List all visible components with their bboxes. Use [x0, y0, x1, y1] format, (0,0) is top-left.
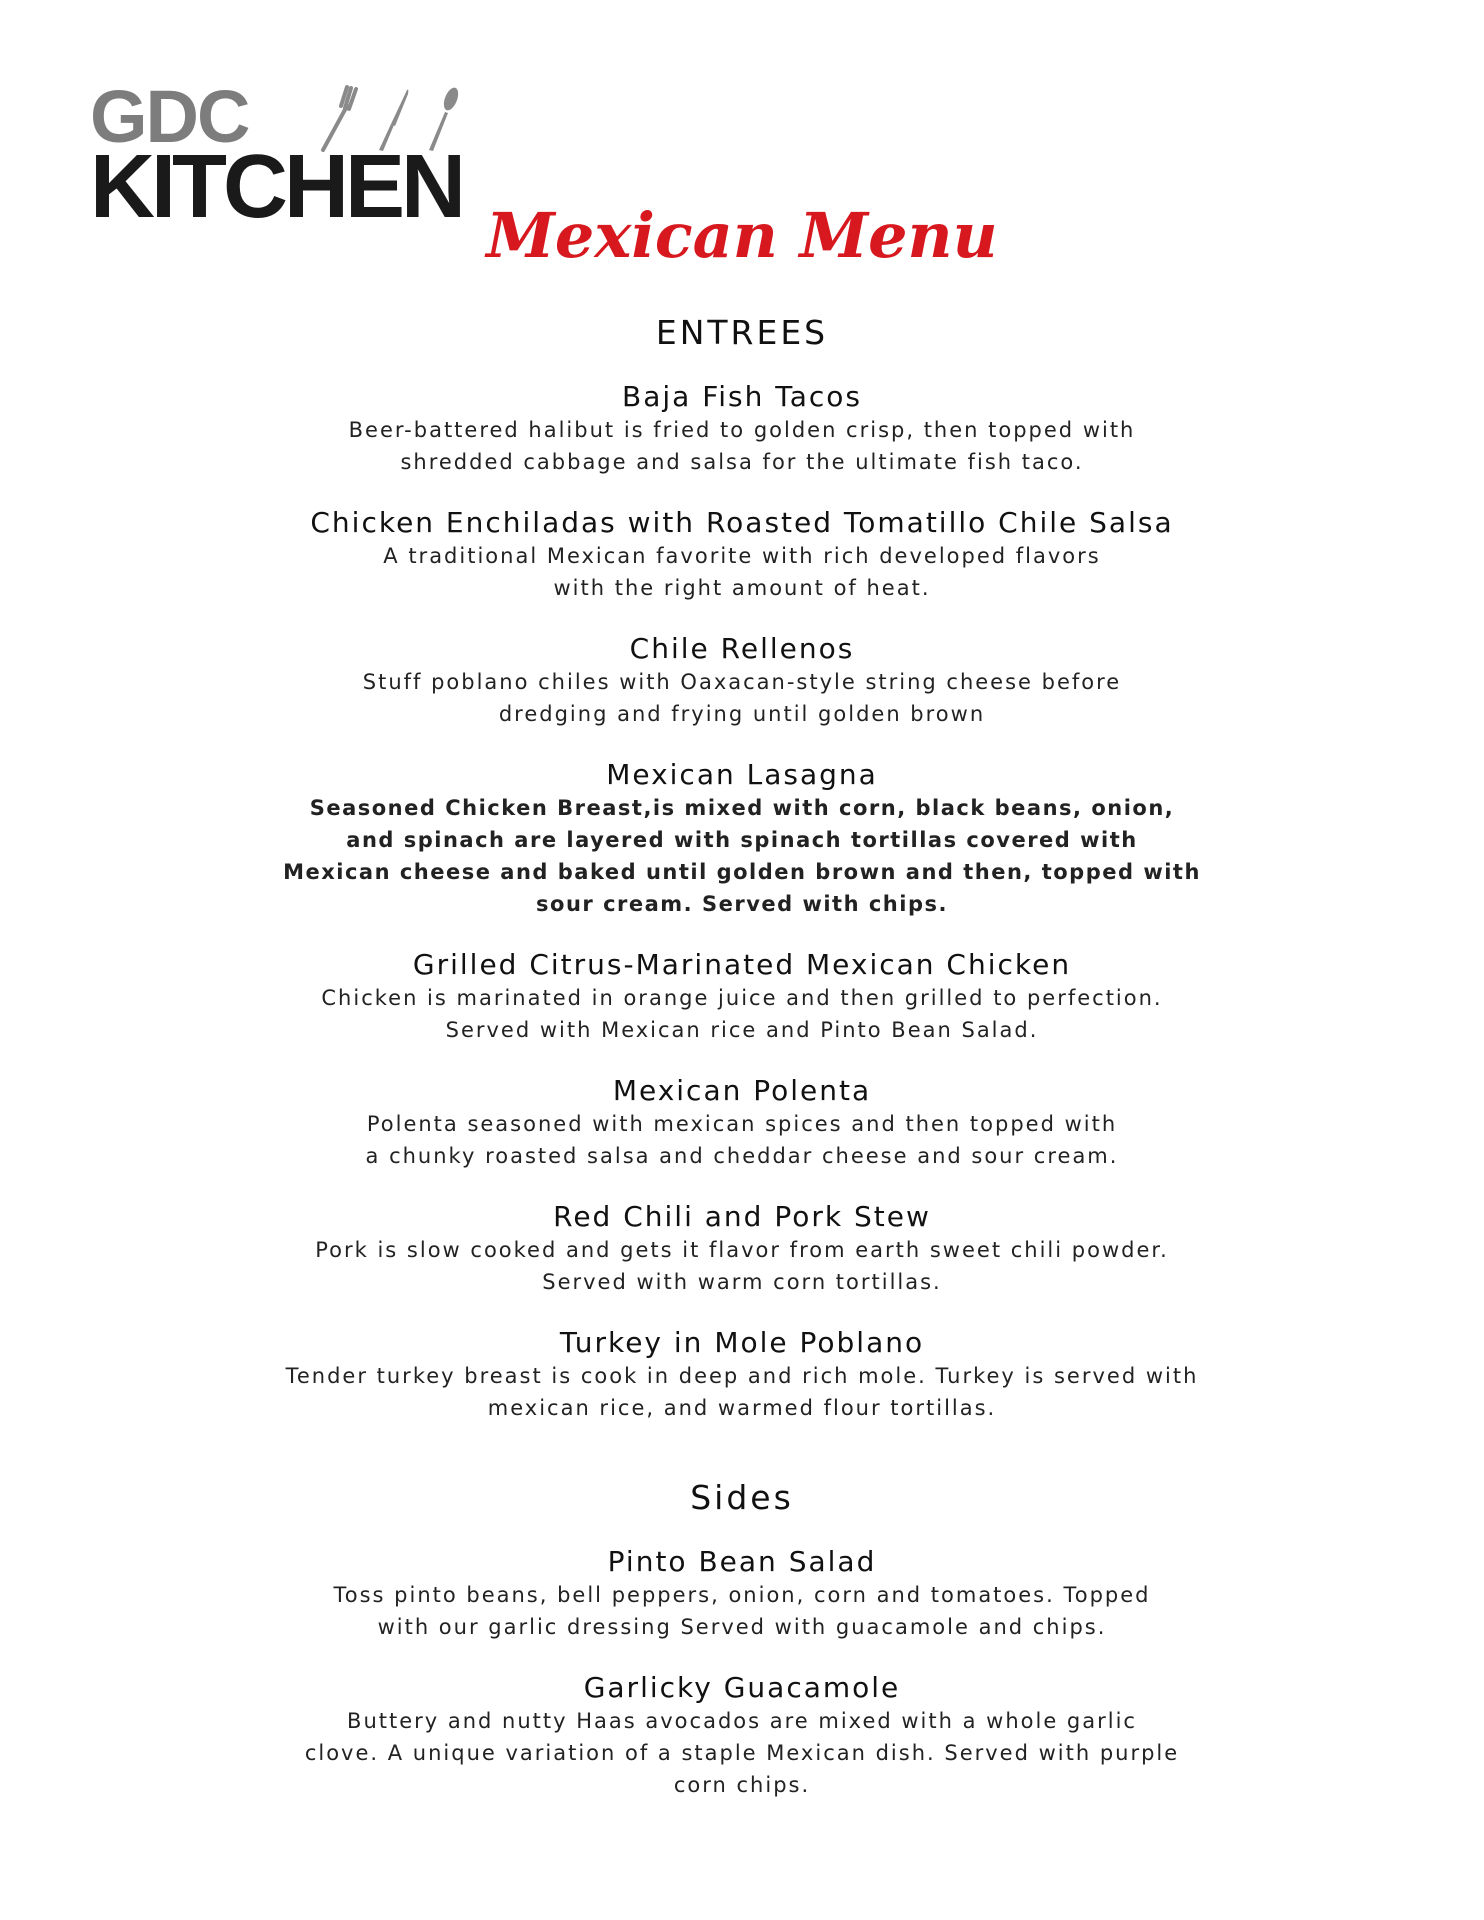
item-description-line: mexican rice, and warmed flour tortillas. — [487, 1396, 997, 1420]
menu-item-turkey-mole-poblano — [150, 1326, 1334, 1424]
item-description — [150, 1108, 1334, 1172]
menu-item-chile-rellenos — [150, 632, 1334, 730]
item-description-line: corn chips. — [673, 1773, 811, 1797]
menu-item-chicken-enchiladas — [150, 506, 1334, 604]
item-description-line: dredging and frying until golden brown — [498, 702, 986, 726]
menu-item-baja-fish-tacos — [150, 380, 1334, 478]
menu-item-grilled-citrus-chicken — [150, 948, 1334, 1046]
item-description-line: clove. A unique variation of a staple Mexican dish. Served with purple — [304, 1741, 1180, 1765]
item-description-line: Polenta seasoned with mexican spices and then topped with — [366, 1112, 1118, 1136]
item-description-line: with our garlic dressing Served with guacamole and chips. — [377, 1615, 1107, 1639]
menu-item-pinto-bean-salad — [150, 1545, 1334, 1643]
menu-item-garlicky-guacamole — [150, 1671, 1334, 1801]
item-name: Chicken Enchiladas with Roasted Tomatillo Chile Salsa — [310, 506, 1174, 539]
item-name: Pinto Bean Salad — [607, 1545, 877, 1578]
item-name: Chile Rellenos — [629, 632, 855, 665]
item-description-line: Beer-battered halibut is fried to golden crisp, then topped with — [348, 418, 1136, 442]
menu-title: Mexican Menu — [486, 199, 998, 272]
item-description-line: Pork is slow cooked and gets it flavor from earth sweet chili powder. — [315, 1238, 1169, 1262]
item-description-line: Tender turkey breast is cook in deep and rich mole. Turkey is served with — [285, 1364, 1199, 1388]
item-description — [150, 982, 1334, 1046]
item-description-line: Toss pinto beans, bell peppers, onion, corn and tomatoes. Topped — [333, 1583, 1151, 1607]
item-description — [150, 1579, 1334, 1643]
item-description — [150, 792, 1334, 920]
menu-item-red-chili-pork-stew — [150, 1200, 1334, 1298]
item-description-line: Buttery and nutty Haas avocados are mixed with a whole garlic — [347, 1709, 1137, 1733]
sides-heading: Sides — [690, 1478, 794, 1517]
item-description — [150, 1360, 1334, 1424]
item-description-line: a chunky roasted salsa and cheddar cheese and sour cream. — [365, 1144, 1119, 1168]
item-description-line: A traditional Mexican favorite with rich developed flavors — [383, 544, 1101, 568]
item-description-line: Served with warm corn tortillas. — [542, 1270, 942, 1294]
item-name: Baja Fish Tacos — [621, 380, 863, 413]
item-description — [150, 666, 1334, 730]
item-description-line: Seasoned Chicken Breast,is mixed with corn, black beans, onion, — [309, 796, 1175, 820]
item-name: Mexican Polenta — [612, 1074, 872, 1107]
item-description-line: Stuff poblano chiles with Oaxacan-style string cheese before — [362, 670, 1122, 694]
item-name: Turkey in Mole Poblano — [559, 1326, 925, 1359]
logo-line-kitchen: KITCHEN — [90, 137, 462, 237]
item-description — [150, 1705, 1334, 1801]
entrees-heading: ENTREES — [655, 313, 829, 352]
item-description — [150, 540, 1334, 604]
item-description-line: shredded cabbage and salsa for the ultimate fish taco. — [400, 450, 1084, 474]
item-name: Grilled Citrus-Marinated Mexican Chicken — [412, 948, 1072, 981]
item-name: Garlicky Guacamole — [583, 1671, 901, 1704]
item-description — [150, 414, 1334, 478]
item-description — [150, 1234, 1334, 1298]
item-description-line: and spinach are layered with spinach tortillas covered with — [346, 828, 1138, 852]
menu-item-mexican-lasagna — [150, 758, 1334, 920]
item-name: Red Chili and Pork Stew — [553, 1200, 931, 1233]
item-description-line: Served with Mexican rice and Pinto Bean Salad. — [445, 1018, 1039, 1042]
item-name: Mexican Lasagna — [606, 758, 878, 791]
item-description-line: Chicken is marinated in orange juice and then grilled to perfection. — [321, 986, 1163, 1010]
item-description-line: with the right amount of heat. — [553, 576, 931, 600]
logo-line-gdc: GDC — [90, 75, 249, 158]
menu-item-mexican-polenta — [150, 1074, 1334, 1172]
item-description-line: Mexican cheese and baked until golden brown and then, topped with — [283, 860, 1201, 884]
item-description-line: sour cream. Served with chips. — [536, 892, 948, 916]
